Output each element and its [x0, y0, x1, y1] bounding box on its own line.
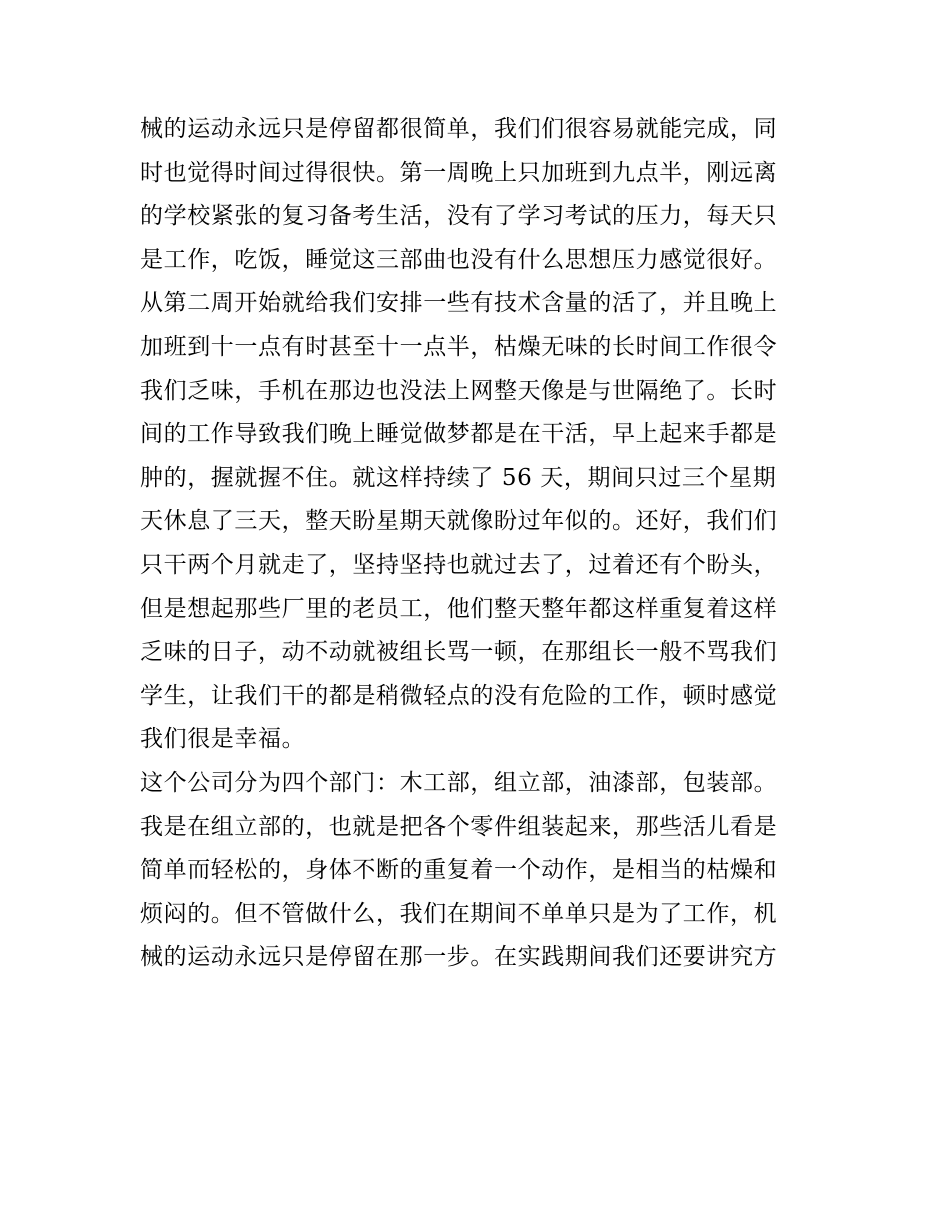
text-line: 烦闷的。但不管做什么，我们在期间不单单只是为了工作，机: [140, 900, 778, 927]
text-line: 这个公司分为四个部门：木工部，组立部，油漆部，包装部。: [140, 769, 778, 796]
text-line: 但是想起那些厂里的老员工，他们整天整年都这样重复着这样: [140, 595, 778, 622]
text-line: 我是在组立部的，也就是把各个零件组装起来，那些活儿看是: [140, 813, 778, 840]
text-line: 时也觉得时间过得很快。第一周晚上只加班到九点半，刚远离: [140, 159, 778, 186]
text-line: 械的运动永远只是停留在那一步。在实践期间我们还要讲究方: [140, 944, 778, 971]
body-text: [140, 108, 820, 980]
text-line: 肿的，握就握不住。就这样持续了 56 天，期间只过三个星期: [140, 464, 777, 491]
text-line: 学生，让我们干的都是稍微轻点的没有危险的工作，顿时感觉: [140, 682, 778, 709]
text-line: 是工作，吃饭，睡觉这三部曲也没有什么思想压力感觉很好。: [140, 246, 778, 273]
text-line: 械的运动永远只是停留都很简单，我们们很容易就能完成，同: [140, 116, 778, 142]
text-line: 简单而轻松的，身体不断的重复着一个动作，是相当的枯燥和: [140, 857, 778, 884]
text-line: 从第二周开始就给我们安排一些有技术含量的活了，并且晚上: [140, 290, 778, 317]
text-line: 间的工作导致我们晚上睡觉做梦都是在干活，早上起来手都是: [140, 421, 778, 448]
text-line: 天休息了三天，整天盼星期天就像盼过年似的。还好，我们们: [140, 508, 778, 535]
text-line: 加班到十一点有时甚至十一点半，枯燥无味的长时间工作很令: [140, 333, 778, 360]
text-line: 的学校紧张的复习备考生活，没有了学习考试的压力，每天只: [140, 203, 778, 230]
text-line: 只干两个月就走了，坚持坚持也就过去了，过着还有个盼头，: [140, 551, 778, 578]
text-line: 我们很是幸福。: [140, 726, 306, 753]
text-line: 我们乏味，手机在那边也没法上网整天像是与世隔绝了。长时: [140, 377, 778, 404]
text-line: 乏味的日子，动不动就被组长骂一顿，在那组长一般不骂我们: [140, 639, 778, 666]
